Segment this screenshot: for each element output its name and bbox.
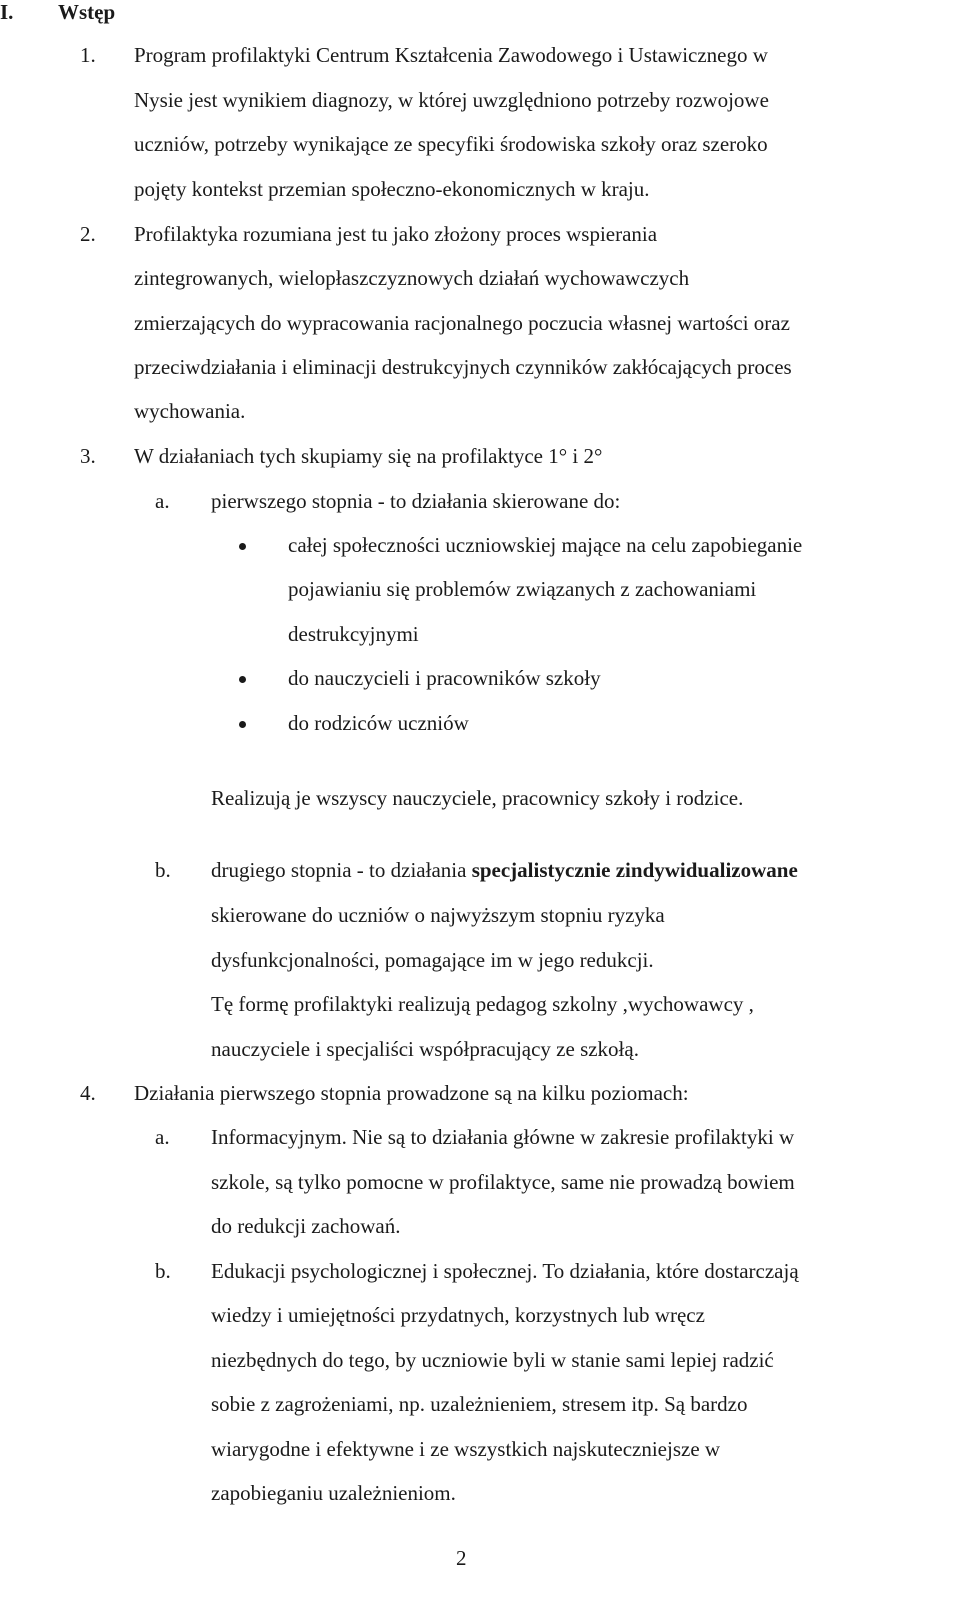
bullet-line: pojawianiu się problemów związanych z zachowaniami: [288, 577, 757, 601]
list-item-2-line: Profilaktyka rozumiana jest tu jako złożony proces wspierania: [134, 222, 658, 246]
bullet-line: całej społeczności uczniowskiej mające na celu zapobieganie: [288, 533, 803, 557]
list-item-1-line: pojęty kontekst przemian społeczno-ekonomicznych w kraju.: [134, 177, 650, 201]
bullet-line: do rodziców uczniów: [288, 711, 469, 735]
list-item-1-line: Nysie jest wynikiem diagnozy, w której uwzględniono potrzeby rozwojowe: [134, 88, 769, 112]
sub-b-line: nauczyciele i specjaliści współpracujący ze szkołą.: [211, 1037, 639, 1061]
sub-b-marker: b.: [155, 858, 171, 882]
sub-b-line: skierowane do uczniów o najwyższym stopniu ryzyka: [211, 903, 665, 927]
sub-b-line1: [211, 860, 798, 881]
list-item-1-line: Program profilaktyki Centrum Kształcenia Zawodowego i Ustawicznego w: [134, 43, 768, 67]
item4-sub-a-line: do redukcji zachowań.: [211, 1214, 401, 1238]
heading-number: I.: [0, 0, 14, 24]
sub-a-text: pierwszego stopnia - to działania skierowane do:: [211, 489, 621, 513]
list-item-4-marker: 4.: [80, 1081, 96, 1105]
item4-sub-b-line: sobie z zagrożeniami, np. uzależnieniem, stresem itp. Są bardzo: [211, 1392, 748, 1416]
list-item-2-marker: 2.: [80, 222, 96, 246]
list-item-4-text: Działania pierwszego stopnia prowadzone są na kilku poziomach:: [134, 1081, 689, 1105]
bullet-icon: [239, 543, 246, 550]
bullet-icon: [239, 676, 246, 683]
item4-sub-a-line: szkole, są tylko pomocne w profilaktyce, same nie prowadzą bowiem: [211, 1170, 795, 1194]
item4-sub-b-line: zapobieganiu uzależnieniom.: [211, 1481, 456, 1505]
heading-title: Wstęp: [58, 0, 116, 24]
list-item-1-line: uczniów, potrzeby wynikające ze specyfiki środowiska szkoły oraz szeroko: [134, 132, 768, 156]
list-item-2-line: zmierzających do wypracowania racjonalnego poczucia własnej wartości oraz: [134, 311, 790, 335]
sub-b-line1-emphasis: specjalistycznie zindywidualizowane: [471, 858, 798, 882]
list-item-3-marker: 3.: [80, 444, 96, 468]
item4-sub-b-line: niezbędnych do tego, by uczniowie byli w stanie sami lepiej radzić: [211, 1348, 774, 1372]
item4-sub-b-marker: b.: [155, 1259, 171, 1283]
sub-a-marker: a.: [155, 489, 170, 513]
list-item-1-marker: 1.: [80, 43, 96, 67]
item4-sub-b-line: wiedzy i umiejętności przydatnych, korzystnych lub wręcz: [211, 1303, 705, 1327]
item4-sub-b-line: wiarygodne i efektywne i ze wszystkich najskuteczniejsze w: [211, 1437, 721, 1461]
page-number: 2: [456, 1546, 467, 1570]
bullet-icon: [239, 721, 246, 728]
sub-a-note: Realizują je wszyscy nauczyciele, pracownicy szkoły i rodzice.: [211, 786, 744, 810]
bullet-line: do nauczycieli i pracowników szkoły: [288, 666, 601, 690]
sub-b-line1-prefix: drugiego stopnia - to działania: [211, 858, 467, 882]
list-item-2-line: przeciwdziałania i eliminacji destrukcyjnych czynników zakłócających proces: [134, 355, 792, 379]
bullet-line: destrukcyjnymi: [288, 622, 419, 646]
sub-b-line: Tę formę profilaktyki realizują pedagog szkolny ,wychowawcy ,: [211, 992, 754, 1016]
list-item-2-line: zintegrowanych, wielopłaszczyznowych działań wychowawczych: [134, 266, 690, 290]
item4-sub-b-line: Edukacji psychologicznej i społecznej. To działania, które dostarczają: [211, 1259, 799, 1283]
item4-sub-a-line: Informacyjnym. Nie są to działania główne w zakresie profilaktyki w: [211, 1125, 795, 1149]
list-item-2-line: wychowania.: [134, 399, 246, 423]
sub-b-line: dysfunkcjonalności, pomagające im w jego redukcji.: [211, 948, 654, 972]
item4-sub-a-marker: a.: [155, 1125, 170, 1149]
list-item-3-line: W działaniach tych skupiamy się na profilaktyce 1° i 2°: [134, 444, 603, 468]
